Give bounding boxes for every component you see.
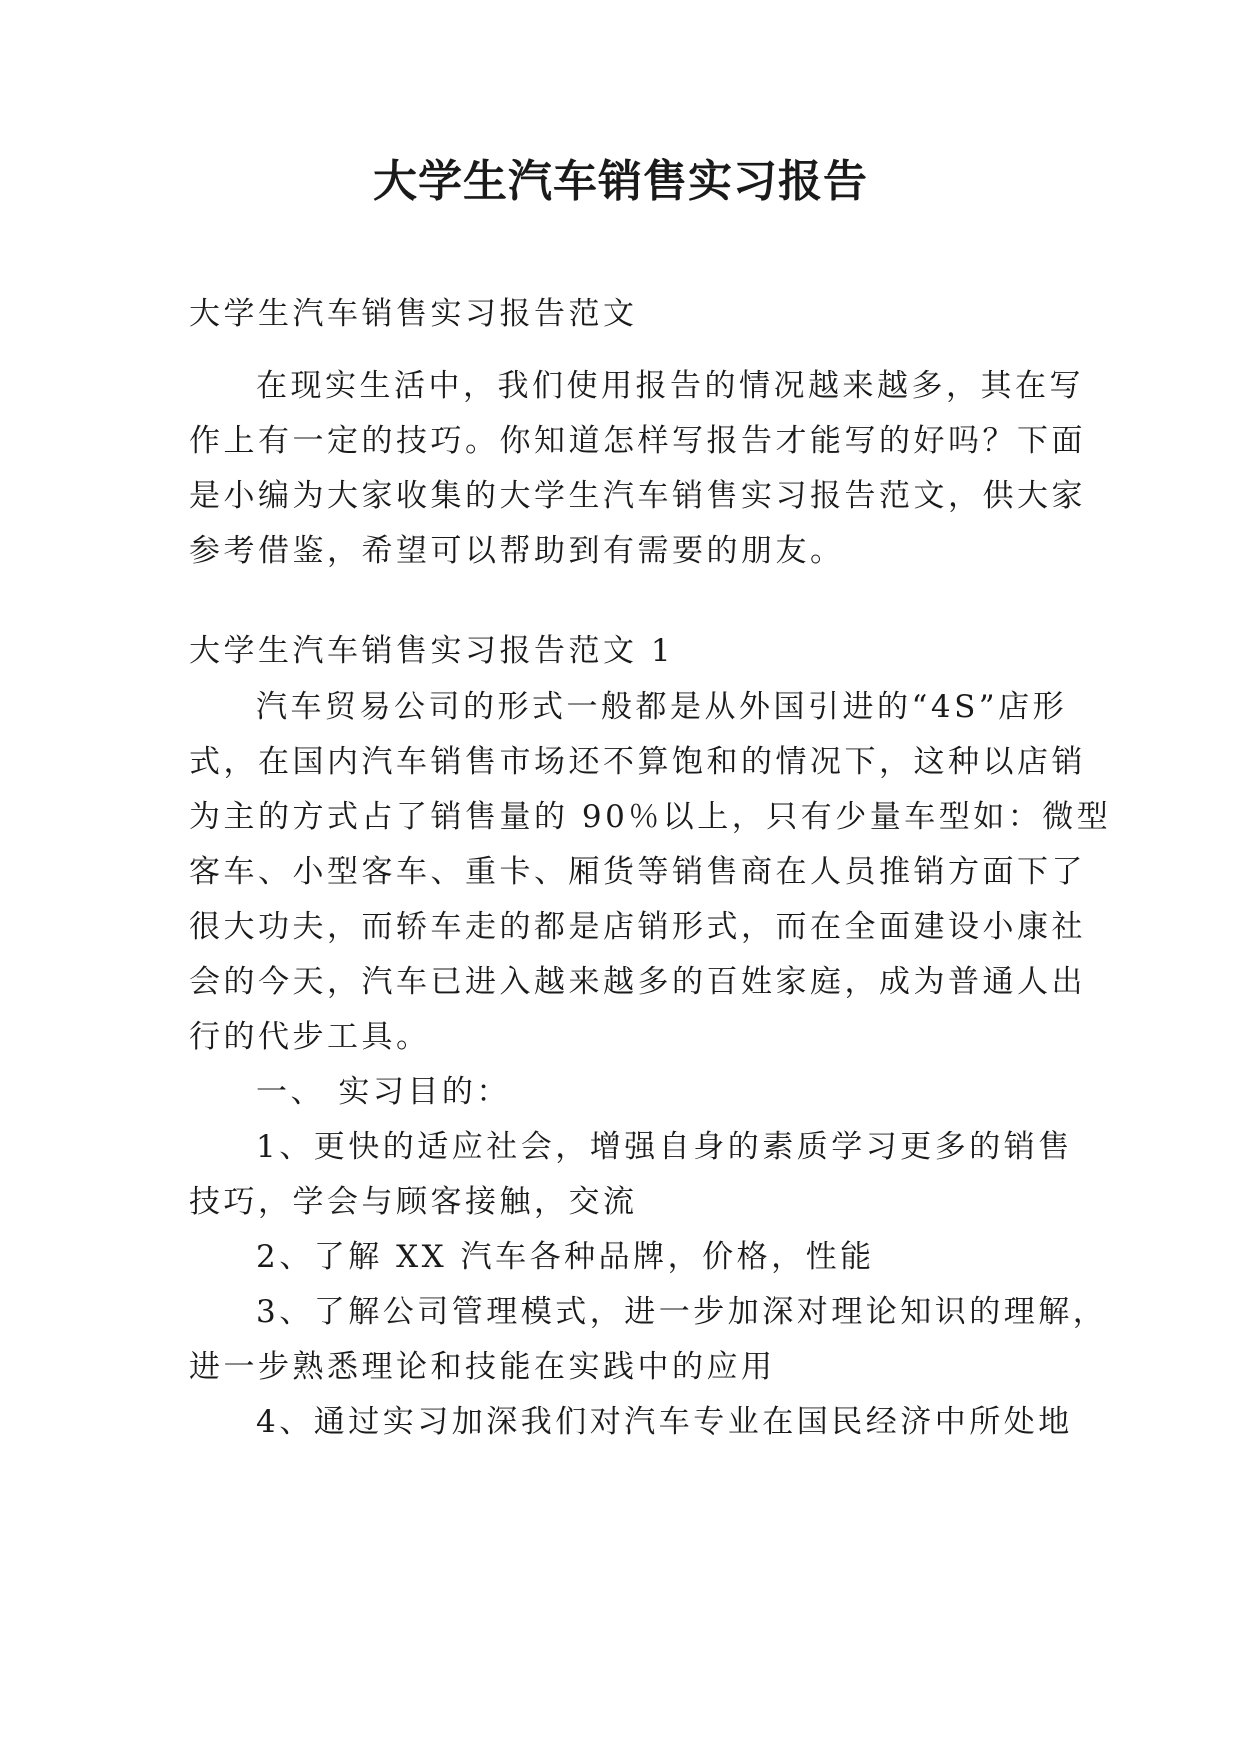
list-item: 1、更快的适应社会，增强自身的素质学习更多的销售: [256, 1129, 1073, 1165]
body-line: 式，在国内汽车销售市场还不算饱和的情况下，这种以店销: [189, 744, 1086, 780]
body-line: 为主的方式占了销售量的 90％以上，只有少量车型如：微型: [189, 799, 1112, 835]
list-item: 2、了解 XX 汽车各种品牌，价格，性能: [256, 1239, 875, 1275]
body-line: 会的今天，汽车已进入越来越多的百姓家庭，成为普通人出: [189, 964, 1086, 1000]
list-item-continuation: 进一步熟悉理论和技能在实践中的应用: [189, 1349, 776, 1385]
intro-line: 是小编为大家收集的大学生汽车销售实习报告范文，供大家: [189, 478, 1086, 514]
list-item: 4、通过实习加深我们对汽车专业在国民经济中所处地: [256, 1404, 1073, 1440]
body-line: 汽车贸易公司的形式一般都是从外国引进的“4S”店形: [256, 689, 1068, 725]
list-heading: 一、 实习目的：: [256, 1074, 511, 1110]
intro-line: 作上有一定的技巧。你知道怎样写报告才能写的好吗？下面: [189, 423, 1086, 459]
body-line: 很大功夫，而轿车走的都是店销形式，而在全面建设小康社: [189, 909, 1086, 945]
document-subtitle: 大学生汽车销售实习报告范文: [189, 296, 638, 332]
intro-line: 参考借鉴，希望可以帮助到有需要的朋友。: [189, 533, 845, 569]
body-line: 客车、小型客车、重卡、厢货等销售商在人员推销方面下了: [189, 854, 1086, 890]
section-heading: 大学生汽车销售实习报告范文 1: [189, 633, 675, 669]
list-item: 3、了解公司管理模式，进一步加深对理论知识的理解，: [256, 1294, 1108, 1330]
document-title: 大学生汽车销售实习报告: [373, 156, 868, 207]
body-line: 行的代步工具。: [189, 1019, 431, 1055]
intro-line: 在现实生活中，我们使用报告的情况越来越多，其在写: [256, 368, 1084, 404]
list-item-continuation: 技巧，学会与顾客接触，交流: [189, 1184, 638, 1220]
